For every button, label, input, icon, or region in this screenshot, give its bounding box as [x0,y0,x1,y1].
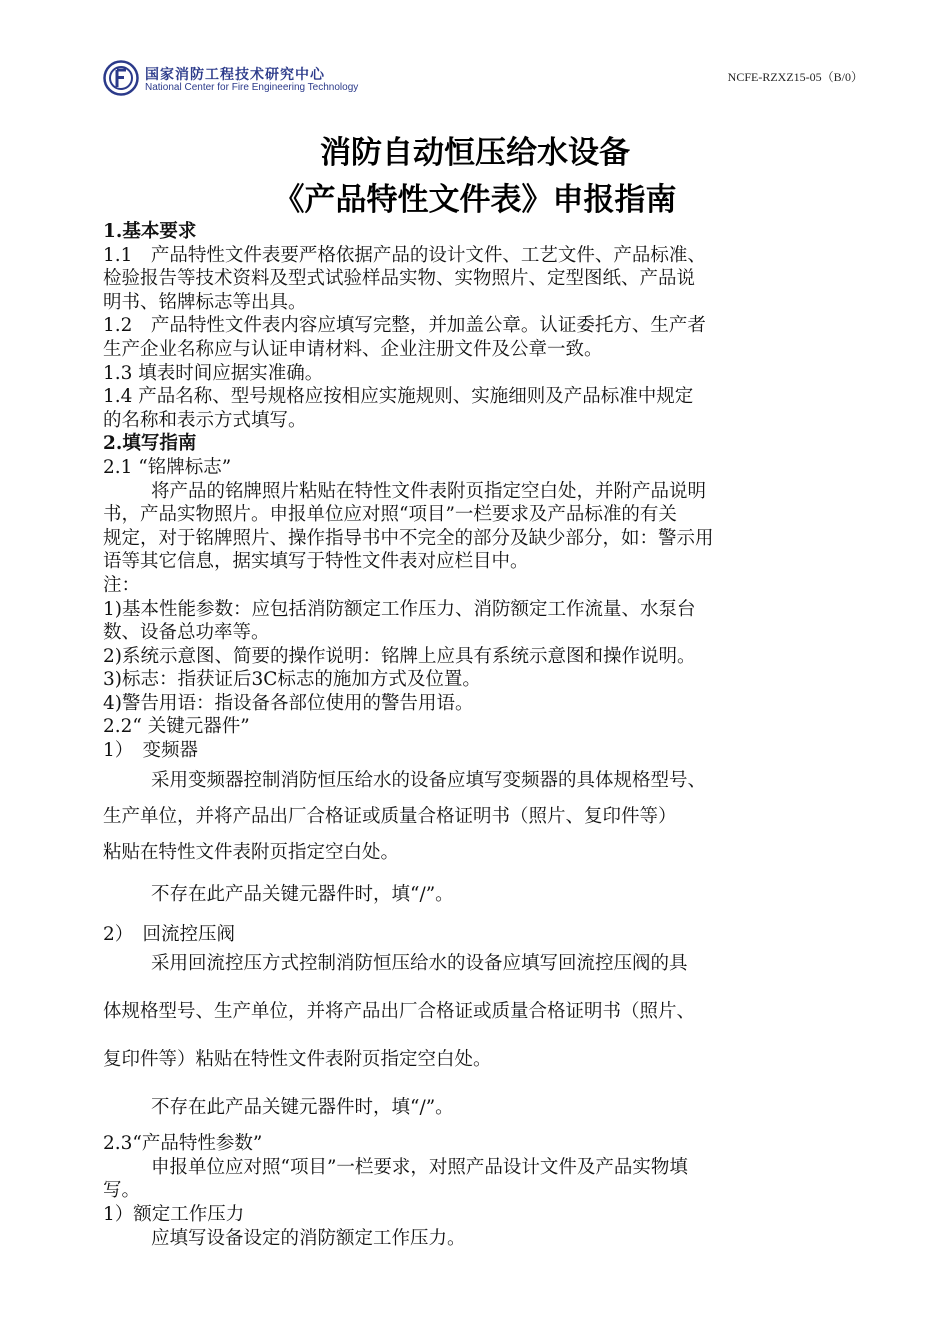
text-line: 1.3 填表时间应据实准确。 [103,362,324,384]
text-line: 1.2 产品特性文件表内容应填写完整，并加盖公章。认证委托方、生产者 [103,315,706,337]
text-line: 1.1 产品特性文件表要严格依据产品的设计文件、工艺文件、产品标准、 [103,244,706,266]
page-header [103,58,863,102]
ncfe-logo-icon [103,60,139,96]
text-line: 检验报告等技术资料及型式试验样品实物、实物照片、定型图纸、产品说 [103,268,696,290]
text-line: 的名称和表示方式填写。 [103,409,307,431]
list-item-heading: 1） 变频器 [103,740,199,762]
text-line: 不存在此产品关键元器件时，填“/”。 [151,1097,454,1119]
org-name-cn: 国家消防工程技术研究中心 [145,67,325,83]
text-line: 应填写设备设定的消防额定工作压力。 [151,1227,466,1249]
text-line: 数、设备总功率等。 [103,622,270,644]
text-line: 粘贴在特性文件表附页指定空白处。 [103,841,400,863]
text-line: 复印件等）粘贴在特性文件表附页指定空白处。 [103,1049,492,1071]
text-line: 采用回流控压方式控制消防恒压给水的设备应填写回流控压阀的具 [151,953,688,975]
section-heading: 2.填写指南 [103,433,197,455]
text-line: 生产企业名称应与认证申请材料、企业注册文件及公章一致。 [103,338,603,360]
note-label: 注： [103,574,141,596]
text-line: 将产品的铭牌照片粘贴在特性文件表附页指定空白处，并附产品说明 [151,480,707,502]
note-item: 3)标志：指获证后3C标志的施加方式及位置。 [103,669,481,691]
text-line: 书，产品实物照片。申报单位应对照“项目”一栏要求及产品标准的有关 [103,504,677,526]
text-line: 写。 [103,1180,141,1202]
document-title-line-1: 消防自动恒压给水设备 [320,135,630,171]
note-item: 2)系统示意图、简要的操作说明：铭牌上应具有系统示意图和操作说明。 [103,645,696,667]
note-item: 1)基本性能参数：应包括消防额定工作压力、消防额定工作流量、水泵台 [103,598,696,620]
list-item-heading: 2） 回流控压阀 [103,923,236,945]
text-line: 体规格型号、生产单位，并将产品出厂合格证或质量合格证明书（照片、 [103,1001,696,1023]
text-line: 申报单位应对照“项目”一栏要求，对照产品设计文件及产品实物填 [151,1156,688,1178]
text-line: 不存在此产品关键元器件时，填“/”。 [151,883,454,905]
section-heading: 1.基本要求 [103,221,197,242]
text-line: 语等其它信息，据实填写于特性文件表对应栏目中。 [103,551,529,573]
subsection-heading: 2.2“ 关键元器件” [103,716,250,738]
text-line: 规定，对于铭牌照片、操作指导书中不完全的部分及缺少部分，如：警示用 [103,527,714,549]
org-name-en: National Center for Fire Engineering Technology [145,82,359,93]
subsection-heading: 2.1 “铭牌标志” [103,456,232,478]
text-line: 采用变频器控制消防恒压给水的设备应填写变频器的具体规格型号、 [151,769,707,791]
document-title-line-2: 《产品特性文件表》申报指南 [273,182,677,218]
document-body [103,220,860,1250]
document-code: NCFE-RZXZ15-05（B/0） [727,70,863,84]
subsection-heading: 2.3“产品特性参数” [103,1133,263,1155]
note-item: 4)警告用语：指设备各部位使用的警告用语。 [103,692,474,714]
text-line: 生产单位，并将产品出厂合格证或质量合格证明书（照片、复印件等） [103,805,677,827]
text-line: 明书、铭牌标志等出具。 [103,291,307,313]
list-item-heading: 1）额定工作压力 [103,1204,245,1226]
text-line: 1.4 产品名称、型号规格应按相应实施规则、实施细则及产品标准中规定 [103,386,694,408]
